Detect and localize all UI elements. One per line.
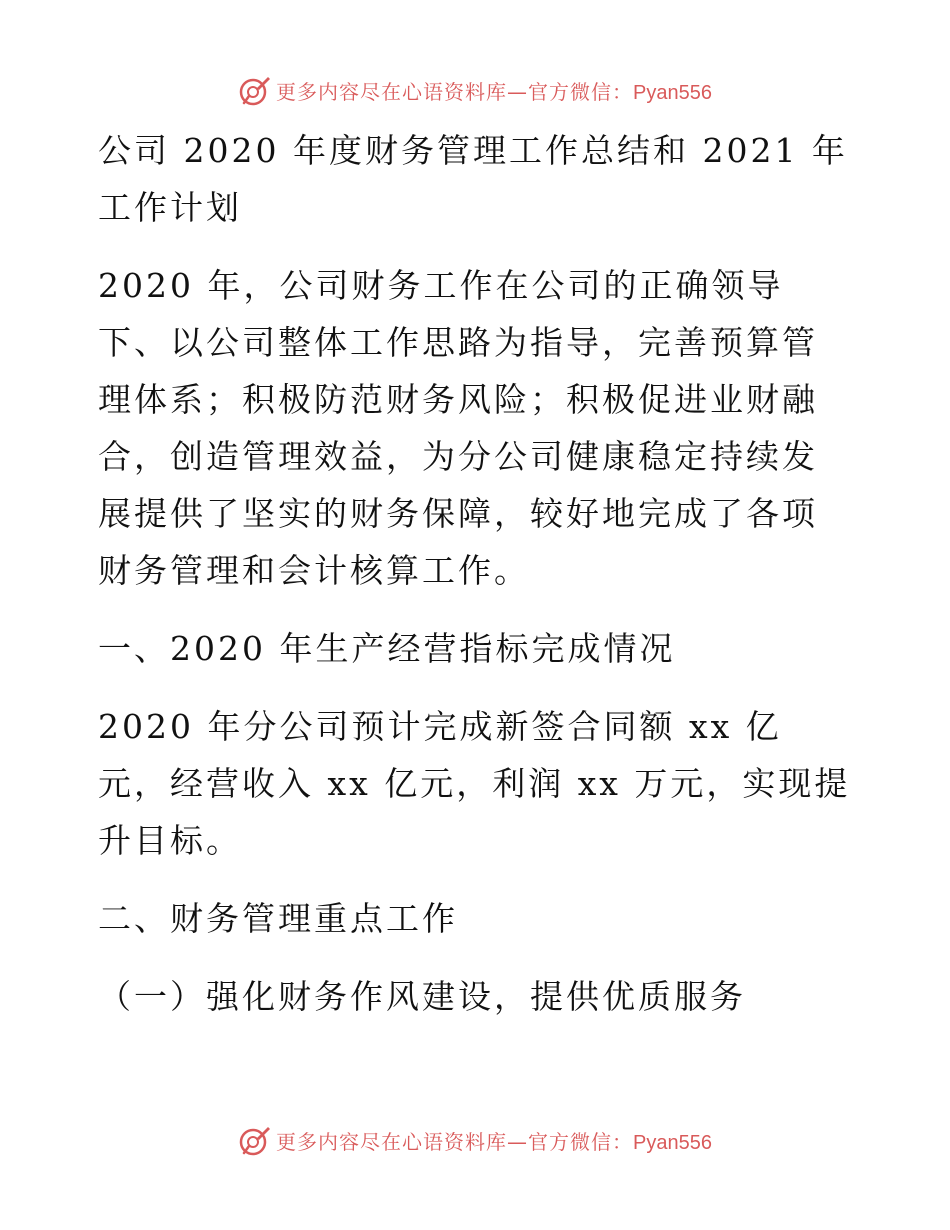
header-banner-text: 更多内容尽在心语资料库—官方微信：Pyan556 [276, 79, 712, 104]
footer-watermark-banner [0, 1120, 950, 1160]
section1-heading: 一、2020 年生产经营指标完成情况 [98, 629, 676, 668]
section1-paragraph: 2020 年分公司预计完成新签合同额 xx 亿元，经营收入 xx 亿元，利润 xx 万元，实现提升目标。 [98, 707, 851, 860]
pen-nib-logo-icon [238, 1123, 272, 1157]
pen-nib-logo-icon [238, 73, 272, 107]
header-watermark-banner [0, 70, 950, 110]
header-banner-wechat-id: Pyan556 [633, 81, 712, 104]
document-body [98, 122, 853, 1025]
subsection1-heading: （一）强化财务作风建设，提供优质服务 [98, 977, 746, 1016]
footer-banner-wechat-id: Pyan556 [633, 1131, 712, 1154]
intro-paragraph: 2020 年，公司财务工作在公司的正确领导下、以公司整体工作思路为指导，完善预算管理体系；积极防范财务风险；积极促进业财融合，创造管理效益，为分公司健康稳定持续发展提供了坚实的财务保障，较好地完成了各项财务管理和会计核算工作。 [98, 266, 818, 590]
section2-heading: 二、财务管理重点工作 [98, 899, 458, 938]
document-title: 公司 2020 年度财务管理工作总结和 2021 年工作计划 [98, 131, 848, 227]
footer-banner-text: 更多内容尽在心语资料库—官方微信：Pyan556 [276, 1129, 712, 1154]
